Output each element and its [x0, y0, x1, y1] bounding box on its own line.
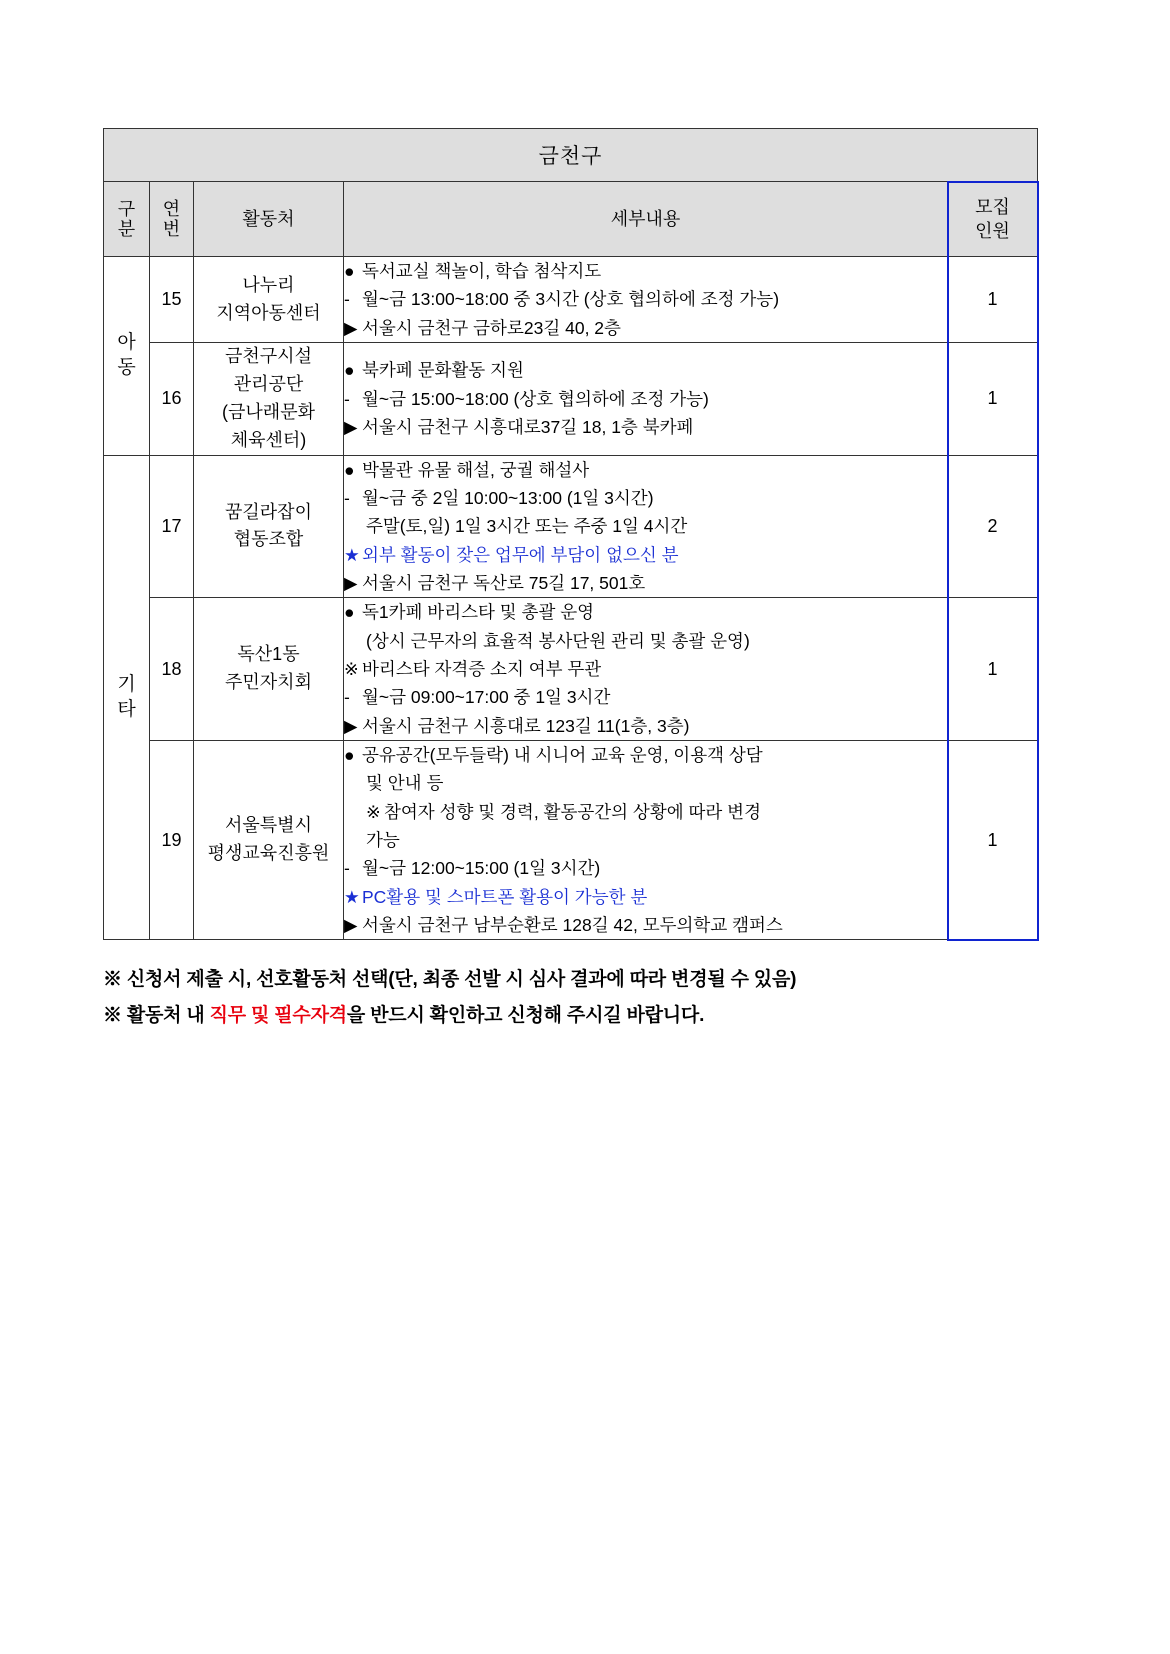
header-count-line2: 인원: [975, 221, 1010, 241]
footnote-line-1: ※ 신청서 제출 시, 선호활동처 선택(단, 최종 선발 시 심사 결과에 따라 변경될 수 있음): [103, 969, 797, 991]
star-marker: ★: [344, 544, 360, 565]
category-label-line2: 동: [117, 356, 136, 378]
recruitment-table: [103, 128, 1038, 940]
detail-text: 독1카페 바리스타 및 총괄 운영: [362, 602, 595, 623]
detail-line: [344, 854, 947, 882]
detail-text: 월~금 13:00~18:00 중 3시간 (상호 협의하에 조정 가능): [362, 289, 780, 310]
detail-line: [344, 413, 947, 441]
row-place: [194, 343, 344, 456]
row-count: 1: [948, 598, 1038, 741]
detail-text: 북카페 문화활동 지원: [362, 360, 524, 381]
place-line: 독산1동: [237, 644, 300, 665]
table-row: [104, 343, 1038, 456]
table-row: [104, 741, 1038, 940]
place-line: 주민자치회: [225, 672, 312, 693]
detail-line-highlight: [344, 541, 947, 569]
detail-text: 참여자 성향 및 경력, 활동공간의 상황에 따라 변경: [384, 801, 761, 822]
detail-line-highlight: [344, 883, 947, 911]
detail-text: 독서교실 책놀이, 학습 첨삭지도: [362, 261, 602, 281]
bullet-marker: ●: [344, 602, 355, 623]
place-line: 관리공단: [233, 373, 304, 394]
category-label-line1: 기: [117, 673, 136, 695]
bullet-marker: ●: [344, 261, 355, 281]
place-line: 체육센터): [230, 429, 307, 450]
detail-line: [344, 484, 947, 512]
detail-line: [344, 314, 947, 342]
detail-line: [344, 385, 947, 413]
place-line: 꿈길라잡이: [225, 501, 312, 522]
bullet-marker: ▶: [344, 915, 358, 936]
detail-text: 월~금 15:00~18:00 (상호 협의하에 조정 가능): [362, 388, 709, 409]
row-count: 1: [948, 741, 1038, 940]
note-marker: ※: [344, 659, 359, 679]
table-row: [104, 598, 1038, 741]
detail-text: 가능: [366, 830, 400, 851]
detail-line: [344, 569, 947, 597]
row-count: 2: [948, 455, 1038, 598]
category-label-line2: 타: [117, 698, 136, 720]
detail-text: 외부 활동이 잦은 업무에 부담이 없으신 분: [362, 544, 679, 565]
detail-line: [344, 741, 947, 769]
footnote-2-highlight: 직무 및 필수자격: [209, 1004, 347, 1026]
detail-line: [344, 456, 947, 484]
place-line: 협동조합: [233, 529, 304, 550]
place-line: 평생교육진흥원: [207, 843, 330, 864]
bullet-marker: -: [344, 289, 350, 310]
detail-line: [344, 627, 947, 655]
detail-line: [344, 826, 947, 854]
detail-text: 월~금 중 2일 10:00~13:00 (1일 3시간): [362, 487, 654, 508]
row-place: [194, 741, 344, 940]
bullet-marker: ▶: [344, 572, 358, 593]
detail-line: [344, 598, 947, 626]
detail-line: [344, 655, 947, 683]
row-number: 19: [150, 741, 194, 940]
footnote-line-2: [103, 998, 1070, 1033]
bullet-marker: ●: [344, 745, 355, 766]
detail-text: (상시 근무자의 효율적 봉사단원 관리 및 총괄 운영): [366, 630, 750, 651]
row-detail: [344, 598, 948, 741]
category-cell-child: [104, 257, 150, 456]
bullet-marker: ▶: [344, 416, 358, 437]
detail-line: [344, 769, 947, 797]
row-place: [194, 257, 344, 343]
detail-line: [344, 683, 947, 711]
header-number: [150, 182, 194, 257]
bullet-marker: -: [344, 858, 350, 879]
row-detail: [344, 343, 948, 456]
detail-text: 및 안내 등: [366, 773, 444, 794]
row-detail: [344, 455, 948, 598]
detail-text: 서울시 금천구 시흥대로37길 18, 1층 북카페: [362, 416, 694, 437]
detail-line: [344, 911, 947, 939]
category-cell-other: [104, 455, 150, 940]
place-line: (금나래문화: [222, 401, 315, 422]
row-detail: [344, 741, 948, 940]
row-number: 17: [150, 455, 194, 598]
detail-text: 서울시 금천구 남부순환로 128길 42, 모두의학교 캠퍼스: [362, 915, 783, 936]
detail-text: 서울시 금천구 독산로 75길 17, 501호: [362, 572, 646, 593]
detail-line: [344, 285, 947, 313]
bullet-marker: -: [344, 388, 350, 409]
header-place: 활동처: [194, 182, 344, 257]
row-count: 1: [948, 343, 1038, 456]
detail-text: 공유공간(모두들락) 내 시니어 교육 운영, 이용객 상담: [362, 745, 763, 766]
table-row: [104, 257, 1038, 343]
place-line: 금천구시설: [225, 346, 312, 367]
detail-line: [344, 798, 947, 826]
bullet-marker: ▶: [344, 715, 358, 736]
place-line: 서울특별시: [225, 815, 312, 836]
table-header-row: [104, 182, 1038, 257]
detail-line: [344, 257, 947, 285]
detail-line: [344, 512, 947, 540]
row-number: 16: [150, 343, 194, 456]
footnotes: [103, 962, 1070, 1032]
footnote-2-pre: ※ 활동처 내: [103, 1004, 210, 1026]
table-title: 금천구: [104, 129, 1038, 182]
row-place: [194, 455, 344, 598]
bullet-marker: ●: [344, 360, 355, 381]
detail-line: [344, 356, 947, 384]
bullet-marker: ●: [344, 459, 355, 480]
place-line: 지역아동센터: [216, 302, 321, 323]
header-category-label: 구 분: [117, 198, 136, 239]
detail-text: 서울시 금천구 시흥대로 123길 11(1층, 3층): [362, 715, 690, 736]
header-count: [948, 182, 1038, 257]
row-number: 15: [150, 257, 194, 343]
star-marker: ★: [344, 886, 360, 907]
table-title-row: [104, 129, 1038, 182]
detail-text: 바리스타 자격증 소지 여부 무관: [362, 659, 602, 679]
detail-text: 월~금 12:00~15:00 (1일 3시간): [362, 858, 601, 879]
detail-text: 주말(토,일) 1일 3시간 또는 주중 1일 4시간: [366, 516, 688, 537]
detail-line: [344, 712, 947, 740]
row-detail: [344, 257, 948, 343]
table-row: [104, 455, 1038, 598]
bullet-marker: -: [344, 687, 350, 708]
detail-text: 서울시 금천구 금하로23길 40, 2층: [362, 317, 621, 338]
header-number-label: 연 번: [162, 198, 181, 239]
category-label-line1: 아: [117, 332, 136, 354]
bullet-marker: ▶: [344, 317, 358, 338]
row-place: [194, 598, 344, 741]
detail-text: 박물관 유물 해설, 궁궐 해설사: [362, 459, 590, 480]
footnote-2-post: 을 반드시 확인하고 신청해 주시길 바랍니다.: [346, 1004, 705, 1026]
header-detail: 세부내용: [344, 182, 948, 257]
row-number: 18: [150, 598, 194, 741]
detail-text: PC활용 및 스마트폰 활용이 가능한 분: [362, 886, 648, 907]
header-category: [104, 182, 150, 257]
place-line: 나누리: [242, 274, 295, 295]
row-count: 1: [948, 257, 1038, 343]
detail-text: 월~금 09:00~17:00 중 1일 3시간: [362, 687, 611, 708]
note-marker: ※: [366, 801, 381, 822]
header-count-line1: 모집: [975, 196, 1010, 217]
bullet-marker: -: [344, 487, 350, 508]
